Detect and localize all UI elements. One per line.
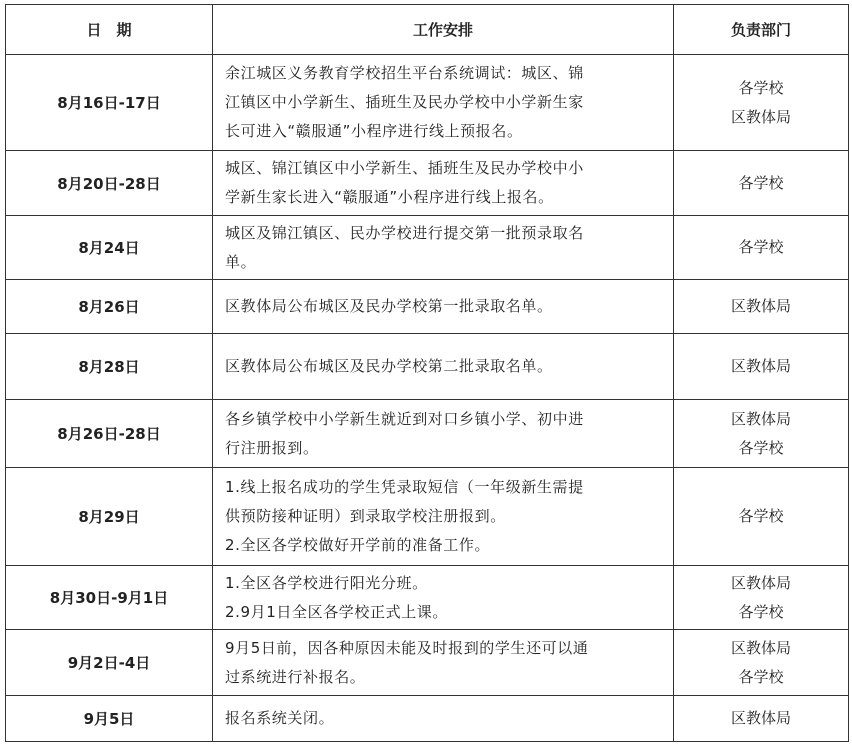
dept-line: 区教体局 bbox=[730, 638, 791, 657]
dept-line: 各学校 bbox=[738, 78, 784, 97]
date-cell: 8月20日-28日 bbox=[6, 151, 213, 216]
task-line: 城区及锦江镇区、民办学校进行提交第一批预录取名 bbox=[225, 223, 584, 242]
dept-cell bbox=[674, 334, 849, 400]
task-line: 区教体局公布城区及民办学校第二批录取名单。 bbox=[225, 357, 553, 375]
table-header-row bbox=[6, 5, 849, 55]
dept-cell bbox=[674, 630, 849, 696]
dept-cell bbox=[674, 280, 849, 334]
task-line: 过系统进行补报名。 bbox=[225, 667, 366, 686]
table-row bbox=[6, 334, 849, 400]
task-cell bbox=[213, 280, 674, 334]
task-line: 2.全区各学校做好开学前的准备工作。 bbox=[225, 536, 491, 554]
date-cell: 8月29日 bbox=[6, 468, 213, 566]
date-cell: 9月2日-4日 bbox=[6, 630, 213, 696]
table-row bbox=[6, 280, 849, 334]
table-row bbox=[6, 216, 849, 280]
dept-cell bbox=[674, 696, 849, 742]
dept-line: 区教体局 bbox=[730, 409, 791, 428]
schedule-table bbox=[5, 4, 849, 742]
task-cell bbox=[213, 630, 674, 696]
dept-line: 各学校 bbox=[738, 238, 784, 256]
task-line: 行注册报到。 bbox=[225, 438, 319, 457]
dept-cell bbox=[674, 151, 849, 216]
table-row bbox=[6, 566, 849, 630]
table-row bbox=[6, 696, 849, 742]
task-cell bbox=[213, 216, 674, 280]
dept-cell bbox=[674, 400, 849, 468]
header-task: 工作安排 bbox=[213, 5, 674, 55]
table-row bbox=[6, 468, 849, 566]
task-line: 单。 bbox=[225, 252, 257, 271]
dept-line: 各学校 bbox=[738, 667, 784, 686]
dept-cell bbox=[674, 566, 849, 630]
task-line: 江镇区中小学新生、插班生及民办学校中小学新生家 bbox=[225, 93, 584, 111]
date-cell: 8月26日-28日 bbox=[6, 400, 213, 468]
task-line: 学新生家长进入“赣服通”小程序进行线上报名。 bbox=[225, 188, 554, 206]
date-cell: 8月26日 bbox=[6, 280, 213, 334]
date-cell: 8月28日 bbox=[6, 334, 213, 400]
task-line: 余江城区义务教育学校招生平台系统调试：城区、锦 bbox=[225, 64, 584, 82]
task-line: 2.9月1日全区各学校正式上课。 bbox=[225, 602, 448, 621]
dept-line: 区教体局 bbox=[730, 357, 791, 375]
task-line: 长可进入“赣服通”小程序进行线上预报名。 bbox=[225, 122, 523, 140]
header-date: 日 期 bbox=[6, 5, 213, 55]
task-line: 区教体局公布城区及民办学校第一批录取名单。 bbox=[225, 297, 553, 315]
dept-line: 区教体局 bbox=[730, 709, 791, 727]
table-row bbox=[6, 151, 849, 216]
dept-line: 各学校 bbox=[738, 507, 784, 525]
task-line: 1.线上报名成功的学生凭录取短信（一年级新生需提 bbox=[225, 478, 584, 496]
table-row bbox=[6, 400, 849, 468]
dept-line: 各学校 bbox=[738, 602, 784, 621]
date-cell: 8月30日-9月1日 bbox=[6, 566, 213, 630]
date-cell: 8月24日 bbox=[6, 216, 213, 280]
task-cell bbox=[213, 696, 674, 742]
dept-line: 各学校 bbox=[738, 173, 784, 192]
dept-cell bbox=[674, 216, 849, 280]
dept-line: 各学校 bbox=[738, 438, 784, 457]
date-cell: 9月5日 bbox=[6, 696, 213, 742]
dept-line: 区教体局 bbox=[730, 107, 791, 126]
task-line: 供预防接种证明）到录取学校注册报到。 bbox=[225, 507, 506, 525]
task-cell bbox=[213, 566, 674, 630]
dept-line: 区教体局 bbox=[730, 297, 791, 315]
header-dept: 负责部门 bbox=[674, 5, 849, 55]
table-row bbox=[6, 630, 849, 696]
table-row bbox=[6, 55, 849, 151]
task-line: 城区、锦江镇区中小学新生、插班生及民办学校中小 bbox=[225, 159, 584, 177]
task-line: 9月5日前，因各种原因未能及时报到的学生还可以通 bbox=[225, 638, 589, 657]
task-cell bbox=[213, 55, 674, 151]
task-line: 报名系统关闭。 bbox=[225, 709, 335, 727]
task-cell bbox=[213, 400, 674, 468]
task-cell bbox=[213, 151, 674, 216]
task-cell bbox=[213, 334, 674, 400]
date-cell: 8月16日-17日 bbox=[6, 55, 213, 151]
task-line: 1.全区各学校进行阳光分班。 bbox=[225, 573, 428, 592]
task-line: 各乡镇学校中小学新生就近到对口乡镇小学、初中进 bbox=[225, 409, 584, 428]
task-cell bbox=[213, 468, 674, 566]
dept-cell bbox=[674, 468, 849, 566]
dept-cell bbox=[674, 55, 849, 151]
dept-line: 区教体局 bbox=[730, 573, 791, 592]
